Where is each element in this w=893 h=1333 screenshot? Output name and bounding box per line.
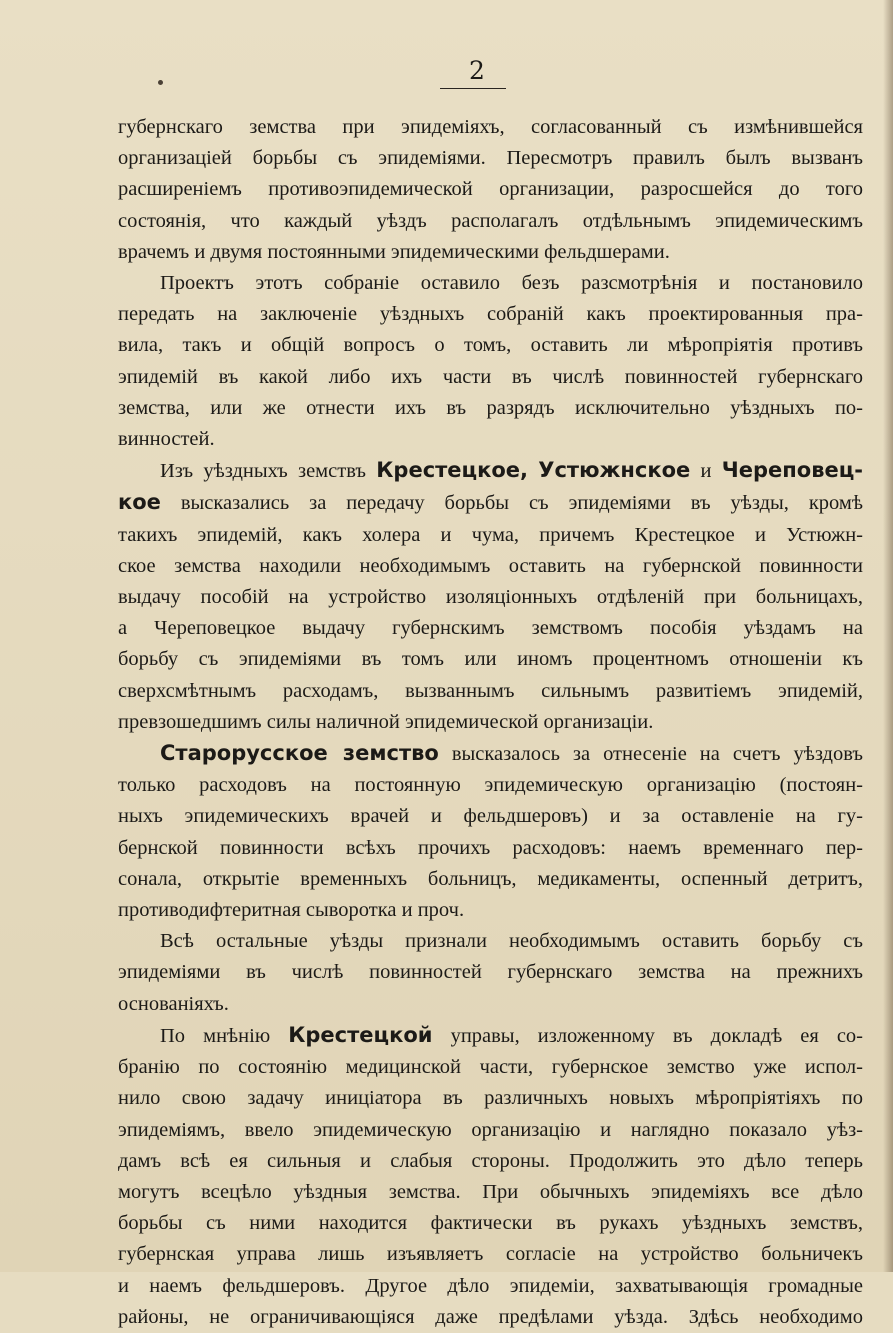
text-line: противодифтеритная сыворотка и проч. <box>118 899 465 922</box>
text-line: расширеніемъ противоэпидемической организации, разросшейся до того <box>118 178 863 201</box>
text-line: сверхсмѣтнымъ расходамъ, вызваннымъ сильнымъ развитіемъ эпидемій, <box>118 679 863 702</box>
text-run: Изъ уѣздныхъ земствъ <box>160 460 366 483</box>
text-line: нило свою задачу иниціатора въ различныхъ новыхъ мѣропріятіяхъ по <box>118 1087 863 1110</box>
text-run: По мнѣнію <box>160 1024 271 1047</box>
text-line: врачемъ и двумя постоянными эпидемическими фельдшерами. <box>118 240 670 263</box>
highlight-zemstvo-name: Устюжнское <box>538 458 691 483</box>
text-line: эпидеміями въ числѣ повинностей губернскаго земства на прежнихъ <box>118 961 863 984</box>
text-line: такихъ эпидемій, какъ холера и чума, причемъ Крестецкое и Устюжн- <box>118 523 863 546</box>
highlight-zemstvo-name: Череповец- <box>721 458 864 483</box>
text-run: и <box>700 460 712 483</box>
text-line <box>118 1020 863 1052</box>
text-line: бранію по состоянію медицинской части, губернское земство уже испол- <box>118 1056 863 1079</box>
text-line: превзошедшимъ силы наличной эпидемической организаціи. <box>118 710 654 733</box>
highlight-zemstvo-name: Крестецкой <box>288 1022 433 1047</box>
text-line: борьбы съ ними находится фактически въ рукахъ уѣздныхъ земствъ, <box>118 1212 863 1235</box>
text-line: Всѣ остальные уѣзды признали необходимымъ оставить борьбу съ <box>160 930 863 953</box>
text-line: только расходовъ на постоянную эпидемическую организацію (постоян- <box>118 774 863 797</box>
text-line: эпидеміямъ, ввело эпидемическую организацію и наглядно показало уѣз- <box>118 1118 863 1141</box>
highlight-zemstvo-name: Крестецкое, <box>376 458 529 483</box>
text-line: а Череповецкое выдачу губернскимъ земствомъ пособія уѣздамъ на <box>118 617 863 640</box>
ink-dot-mark <box>158 80 163 85</box>
text-line: основаніяхъ. <box>118 992 229 1015</box>
text-line: дамъ всѣ ея сильныя и слабыя стороны. Продолжить это дѣло теперь <box>118 1149 863 1172</box>
highlight-zemstvo-name: Старорусское земство <box>160 741 439 766</box>
text-line: губернскаго земства при эпидеміяхъ, согласованный съ измѣнившейся <box>118 116 863 138</box>
text-line: Проектъ этотъ собраніе оставило безъ разсмотрѣнія и постановило <box>160 272 863 295</box>
page-number-rule <box>440 88 506 89</box>
body-text <box>118 112 863 1333</box>
text-line <box>118 738 863 770</box>
highlight-zemstvo-name: кое <box>118 490 161 515</box>
text-line: выдачу пособій на устройство изоляціонныхъ отдѣленій при больницахъ, <box>118 586 863 609</box>
text-line: передать на заключеніе уѣздныхъ собраній какъ проектированныя пра- <box>118 303 863 326</box>
text-line: борьбу съ эпидеміями въ томъ или иномъ процентномъ отношеніи къ <box>118 648 863 671</box>
text-line: сонала, открытіе временныхъ больницъ, медикаменты, оспенный детритъ, <box>118 867 863 890</box>
text-line: вила, такъ и общій вопросъ о томъ, оставить ли мѣропріятія противъ <box>118 334 863 357</box>
text-run: высказались за передачу борьбы съ эпидеміями въ уѣзды, кромѣ <box>180 492 864 515</box>
text-line: ское земства находили необходимымъ оставить на губернской повинности <box>118 554 863 577</box>
text-line <box>118 455 863 487</box>
text-run: высказалось за отнесеніе на счетъ уѣздовъ <box>451 743 863 766</box>
text-line: организацiей борьбы съ эпидеміями. Пересмотръ правилъ былъ вызванъ <box>118 147 863 170</box>
text-line: бернской повинности всѣхъ прочихъ расходовъ: наемъ временнаго пер- <box>118 836 863 859</box>
text-run: управы, изложенному въ докладѣ ея со- <box>450 1024 864 1047</box>
page-number: 2 <box>469 56 485 85</box>
text-line: и наемъ фельдшеровъ. Другое дѣло эпидеміи, захватывающія громадные <box>118 1274 863 1297</box>
text-line: могутъ всецѣло уѣздныя земства. При обычныхъ эпидеміяхъ все дѣло <box>118 1180 863 1203</box>
text-line: винностей. <box>118 428 215 451</box>
text-line: эпидемій въ какой либо ихъ части въ числѣ повинностей губернскаго <box>118 365 863 388</box>
text-line <box>118 487 863 519</box>
text-line: районы, не ограничивающіяся даже предѣлами уѣзда. Здѣсь необходимо <box>118 1305 863 1328</box>
text-line: ныхъ эпидемическихъ врачей и фельдшеровъ) и за оставленіе на гу- <box>118 805 863 828</box>
text-line: губернская управа лишь изъявляетъ согласіе на устройство больничекъ <box>118 1243 863 1266</box>
text-line: земства, или же отнести ихъ въ разрядъ исключительно уѣздныхъ по- <box>118 396 863 419</box>
page-edge-shadow <box>883 0 893 1272</box>
text-line: состоянія, что каждый уѣздъ располагалъ отдѣльнымъ эпидемическимъ <box>118 209 863 232</box>
